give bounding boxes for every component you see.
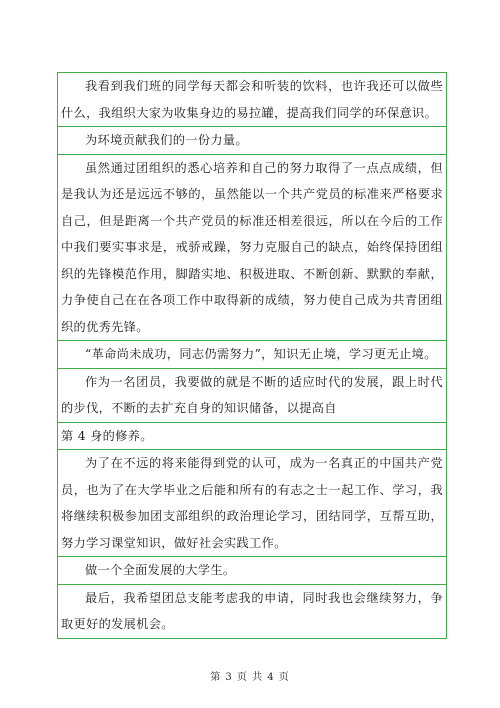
table-row xyxy=(58,73,447,127)
table-row xyxy=(58,341,447,369)
document-table xyxy=(57,72,447,639)
paragraph-cell: 我看到我们班的同学每天都会和听装的饮料，也许我还可以做些什么，我组织大家为收集身边的易拉罐，提高我们同学的环保意识。 xyxy=(58,73,447,127)
paragraph-cell: 做一个全面发展的大学生。 xyxy=(58,557,447,585)
table-row xyxy=(58,584,447,638)
paragraph-cell: 为了在不远的将来能得到党的认可，成为一名真正的中国共产党员，也为了在大学毕业之后能和所有的有志之士一起工作、学习，我将继续积极参加团支部组织的政治理论学习，团结同学，互帮互助，努力学习课堂知识，做好社会实践工作。 xyxy=(58,450,447,557)
page-number-footer: 第 3 页 共 4 页 xyxy=(210,672,290,683)
paragraph-cell: 作为一名团员，我要做的就是不断的适应时代的发展，跟上时代的步伐，不断的去扩充自身的知识储备，以提高自 xyxy=(58,368,447,422)
table-row xyxy=(58,450,447,557)
table-row xyxy=(58,422,447,450)
table-row xyxy=(58,127,447,155)
paragraph-cell: 第 4 身的修养。 xyxy=(58,422,447,450)
paragraph-cell: “革命尚未成功，同志仍需努力”，知识无止境，学习更无止境。 xyxy=(58,341,447,369)
paragraph-cell: 虽然通过团组织的悉心培养和自己的努力取得了一点点成绩，但是我认为还是远远不够的，虽然能以一个共产党员的标准来严格要求自己，但是距离一个共产党员的标准还相差很远，所以在今后的工作中我们要实事求是，戒骄戒躁，努力克服自己的缺点，始终保持团组织的先锋模范作用，脚踏实地、积极进取、不断创新、默默的奉献，力争使自己在在各项工作中取得新的成绩，努力使自己成为共青团组织的优秀先锋。 xyxy=(58,154,447,341)
table-row xyxy=(58,368,447,422)
paragraph-cell: 最后，我希望团总支能考虑我的申请，同时我也会继续努力，争取更好的发展机会。 xyxy=(58,584,447,638)
paragraph-cell: 为环境贡献我们的一份力量。 xyxy=(58,127,447,155)
table-row xyxy=(58,557,447,585)
table-row xyxy=(58,154,447,341)
